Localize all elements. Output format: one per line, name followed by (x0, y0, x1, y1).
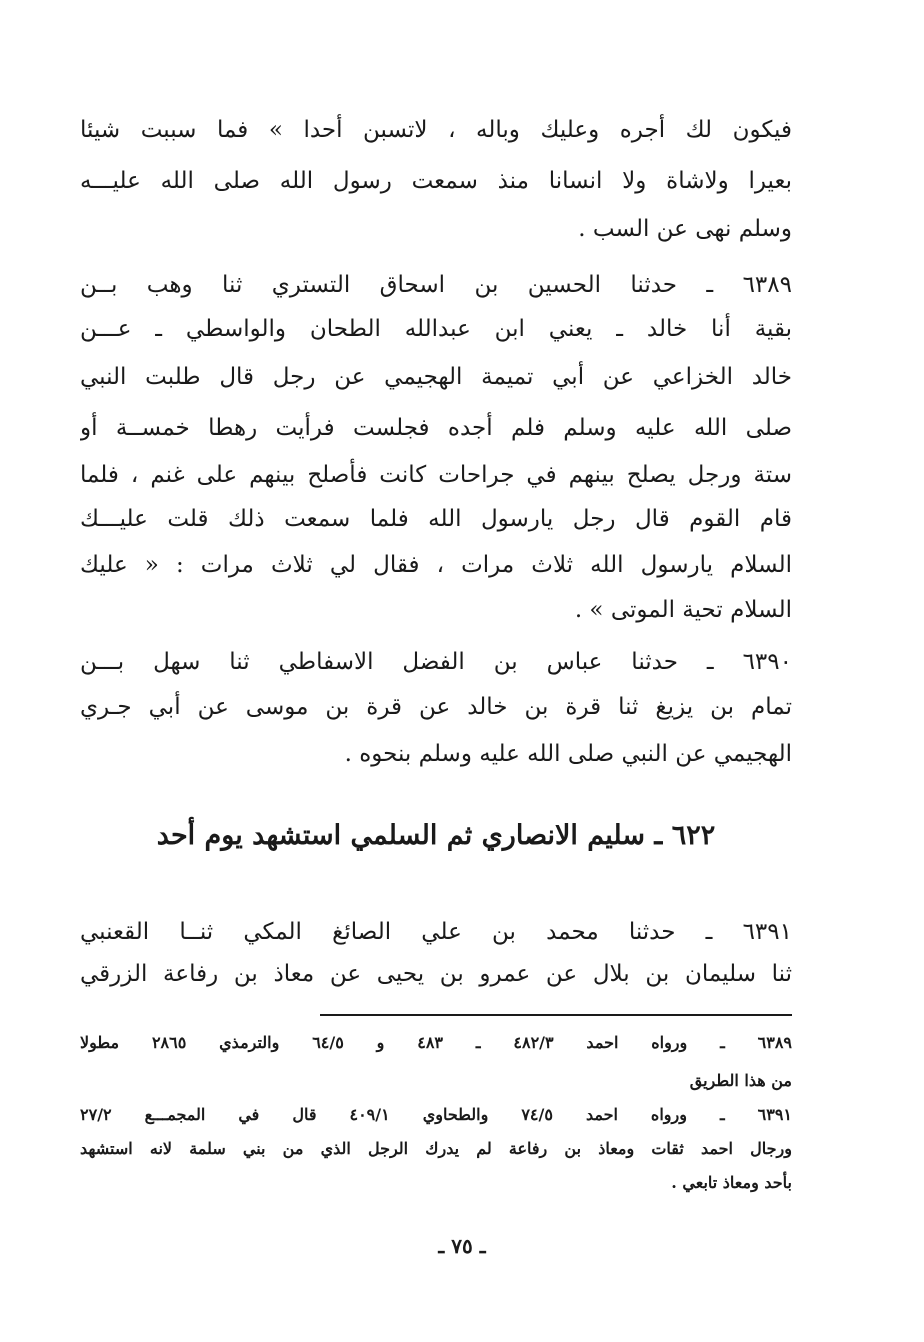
hadith-6389-line-6: قام القوم قال رجل يارسول الله فلما سمعت ذلك قلت عليـــك (80, 506, 792, 532)
hadith-6389-line-5: ستة ورجل يصلح بينهم في جراحات كانت فأصلح بينهم على غنم ، فلما (80, 462, 792, 488)
section-heading: ٦٢٢ ـ سليم الانصاري ثم السلمي استشهد يوم أحد (156, 820, 716, 851)
footnote-6391-line-3: بأحد ومعاذ تابعي . (671, 1173, 792, 1192)
hadith-6390-line-1: ٦٣٩٠ ـ حدثنا عباس بن الفضل الاسفاطي ثنا سهل بـــن (80, 649, 792, 675)
footnote-6391-line-1: ٦٣٩١ ـ ورواه احمد ٧٤/٥ والطحاوي ٤٠٩/١ قال في المجمـــع ٢٧/٢ (80, 1105, 792, 1124)
hadith-6390-line-2: تمام بن يزيغ ثنا قرة بن خالد عن قرة بن موسى عن أبي جـري (80, 694, 792, 720)
paragraph-1-line-1: فيكون لك أجره وعليك وباله ، لاتسبن أحدا » فما سببت شيئا (80, 117, 792, 143)
page-number: ـ ٧٥ ـ (438, 1234, 486, 1258)
footnote-6389-line-1: ٦٣٨٩ ـ ورواه احمد ٤٨٢/٣ ـ ٤٨٣ و ٦٤/٥ والترمذي ٢٨٦٥ مطولا (80, 1033, 792, 1052)
hadith-6389-line-8: السلام تحية الموتى » . (574, 597, 792, 623)
hadith-6389-line-2: بقية أنا خالد ـ يعني ابن عبدالله الطحان والواسطي ـ عـــن (80, 316, 792, 342)
hadith-6389-line-1: ٦٣٨٩ ـ حدثنا الحسين بن اسحاق التستري ثنا وهب بــن (80, 272, 792, 298)
hadith-6390-line-3: الهجيمي عن النبي صلى الله عليه وسلم بنحوه . (344, 741, 792, 767)
hadith-6391-line-2: ثنا سليمان بن بلال عن عمرو بن يحيى عن معاذ بن رفاعة الزرقي (80, 961, 792, 987)
footnote-6391-line-2: ورجال احمد ثقات ومعاذ بن رفاعة لم يدرك الرجل الذي من بني سلمة لانه استشهد (80, 1139, 792, 1158)
hadith-6391-line-1: ٦٣٩١ ـ حدثنا محمد بن علي الصائغ المكي ثنــا القعنبي (80, 919, 792, 945)
hadith-6389-line-7: السلام يارسول الله ثلاث مرات ، فقال لي ثلاث مرات : « عليك (80, 552, 792, 578)
footnote-divider (320, 1014, 792, 1016)
hadith-6389-line-3: خالد الخزاعي عن أبي تميمة الهجيمي عن رجل قال طلبت النبي (80, 364, 792, 390)
footnote-6389-line-2: من هذا الطريق (689, 1071, 792, 1090)
paragraph-1-line-3: وسلم نهى عن السب . (578, 216, 792, 242)
paragraph-1-line-2: بعيرا ولاشاة ولا انسانا منذ سمعت رسول الله صلى الله عليـــه (80, 168, 792, 194)
hadith-6389-line-4: صلى الله عليه وسلم فلم أجده فجلست فرأيت رهطا خمســة أو (80, 415, 792, 441)
